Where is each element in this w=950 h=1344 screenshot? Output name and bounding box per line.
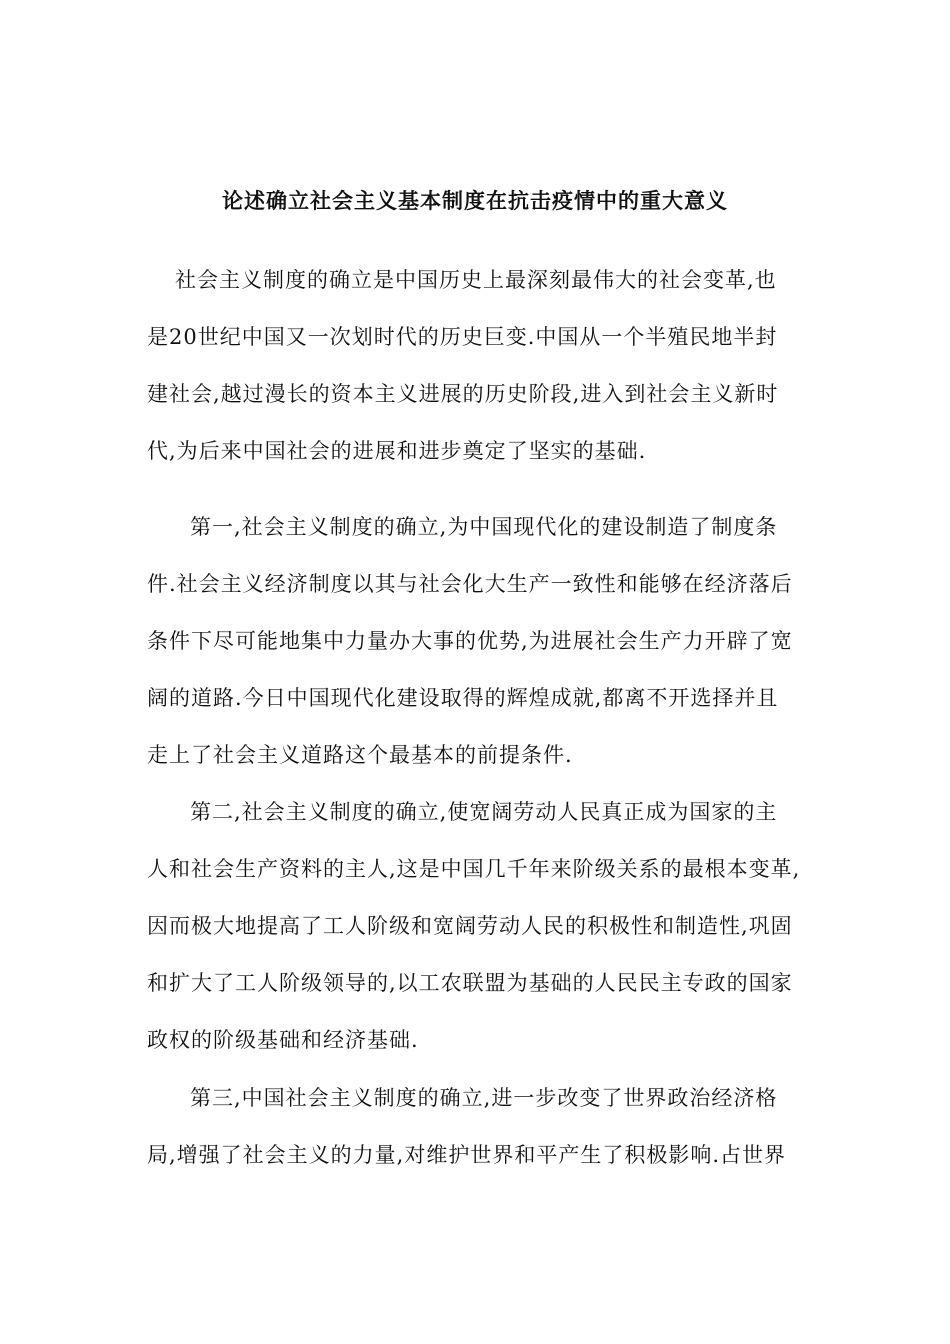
- paragraph-2-line-1: 第一,社会主义制度的确立,为中国现代化的建设制造了制度条: [190, 515, 778, 539]
- paragraph-1-line-3: 建社会,越过漫长的资本主义进展的历史阶段,进入到社会主义新时: [147, 382, 779, 406]
- paragraph-3-line-5: 政权的阶级基础和经济基础.: [147, 1028, 419, 1052]
- paragraph-4-line-1: 第三,中国社会主义制度的确立,进一步改变了世界政治经济格: [190, 1086, 778, 1110]
- paragraph-1-line-2: 是20世纪中国又一次划时代的历史巨变.中国从一个半殖民地半封: [147, 325, 778, 349]
- document-title: 论述确立社会主义基本制度在抗击疫情中的重大意义: [222, 188, 728, 213]
- paragraph-3-line-2: 人和社会生产资料的主人,这是中国几千年来阶级关系的最根本变革,: [147, 857, 801, 881]
- paragraph-3-line-3: 因而极大地提高了工人阶级和宽阔劳动人民的积极性和制造性,巩固: [147, 914, 793, 938]
- paragraph-1-line-1: 社会主义制度的确立是中国历史上最深刻最伟大的社会变革,也: [175, 268, 777, 292]
- paragraph-3-line-4: 和扩大了工人阶级领导的,以工农联盟为基础的人民民主专政的国家: [147, 971, 793, 995]
- paragraph-1-line-4: 代,为后来中国社会的进展和进步奠定了坚实的基础.: [147, 439, 647, 463]
- paragraph-2-line-5: 走上了社会主义道路这个最基本的前提条件.: [147, 743, 573, 767]
- paragraph-2-line-2: 件.社会主义经济制度以其与社会化大生产一致性和能够在经济落后: [147, 572, 793, 596]
- paragraph-2-line-3: 条件下尽可能地集中力量办大事的优势,为进展社会生产力开辟了宽: [147, 629, 793, 653]
- paragraph-3-line-1: 第二,社会主义制度的确立,使宽阔劳动人民真正成为国家的主: [190, 800, 778, 824]
- paragraph-2-line-4: 阔的道路.今日中国现代化建设取得的辉煌成就,都离不开选择并且: [147, 686, 779, 710]
- paragraph-4-line-2: 局,增强了社会主义的力量,对维护世界和平产生了积极影响.占世界: [147, 1143, 787, 1167]
